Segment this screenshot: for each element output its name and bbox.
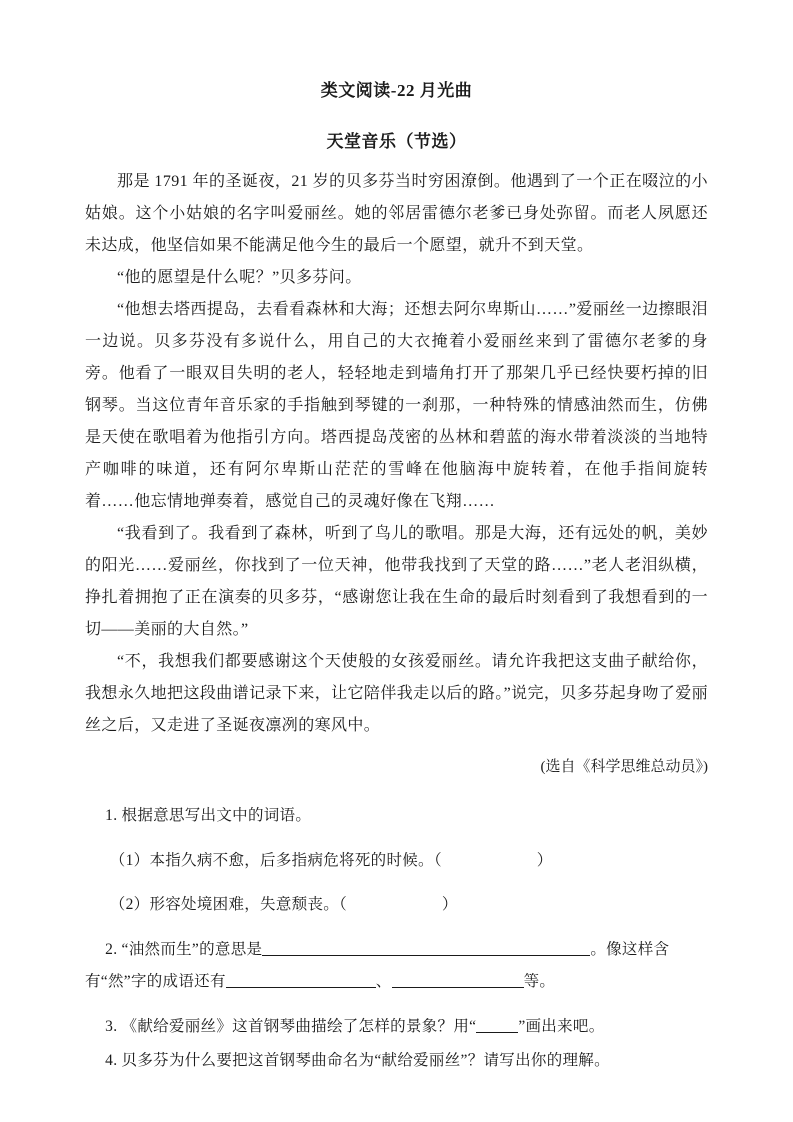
question-text: 、 — [375, 973, 392, 991]
question-text: 1. 根据意思写出文中的词语。 — [105, 807, 312, 824]
paragraph: “我看到了。我看到了森林，听到了鸟儿的歌唱。那是大海，还有远处的帆，美妙的阳光……爱丽丝，你找到了一位天神，他带我找到了天堂的路……”老人老泪纵横，挣扎着拥抱了正在演奏的贝多芬，“感谢您让我在生命的最后时刻看到了我想看到的一切——美丽的大自然。” — [85, 525, 708, 638]
question-text: 2. “油然而生”的意思是 — [105, 940, 263, 958]
paragraph: “不，我想我们都要感谢这个天使般的女孩爱丽丝。请允许我把这支曲子献给你，我想永久地把这段曲谱记录下来，让它陪伴我走以后的路。”说完，贝多芬起身吻了爱丽丝之后，又走进了圣诞夜凛冽的寒风中。 — [85, 653, 708, 734]
question-list — [85, 800, 708, 1078]
page-title: 类文阅读-22 月光曲 — [320, 81, 473, 100]
answer-blank — [226, 972, 376, 989]
question-2 — [85, 934, 708, 999]
question-1-item-1 — [85, 845, 708, 878]
answer-blank — [476, 1016, 518, 1033]
question-text: 3. 《献给爱丽丝》这首钢琴曲描绘了怎样的景象？用“ — [105, 1017, 477, 1035]
article-subtitle: 天堂音乐（节选） — [326, 132, 467, 151]
question-1 — [85, 800, 708, 833]
source-attribution: (选自《科学思维总动员》) — [540, 759, 708, 775]
question-text: 4. 贝多芬为什么要把这首钢琴曲命名为“献给爱丽丝”？请写出你的理解。 — [105, 1052, 610, 1070]
paragraph: 那是 1791 年的圣诞夜，21 岁的贝多芬当时穷困潦倒。他遇到了一个正在啜泣的小姑娘。这个小姑娘的名字叫爱丽丝。她的邻居雷德尔老爹已身处弥留。而老人夙愿还未达成，他坚信如果不能满足他今生的最后一个愿望，就升不到天堂。 — [85, 173, 708, 254]
question-text: ”画出来吧。 — [518, 1017, 605, 1035]
article-body — [85, 166, 708, 742]
question-text: （1）本指久病不愈，后多指病危将死的时候。（ ） — [109, 851, 553, 869]
question-4 — [85, 1045, 708, 1078]
answer-blank — [392, 972, 524, 989]
question-1-item-2 — [85, 889, 708, 922]
question-3 — [85, 1011, 708, 1044]
question-text: 等。 — [523, 973, 556, 991]
question-text: （2）形容处境困难，失意颓丧。（ ） — [109, 896, 458, 914]
answer-blank — [262, 939, 590, 956]
paragraph: “他的愿望是什么呢？”贝多芬问。 — [117, 269, 362, 286]
paragraph: “他想去塔西提岛，去看看森林和大海；还想去阿尔卑斯山……”爱丽丝一边擦眼泪一边说。贝多芬没有多说什么，用自己的大衣掩着小爱丽丝来到了雷德尔老爹的身旁。他看了一眼双目失明的老人，轻轻地走到墙角打开了那架几乎已经快要朽掉的旧钢琴。当这位青年音乐家的手指触到琴键的一刹那，一种特殊的情感油然而生，仿佛是天使在歌唱着为他指引方向。塔西提岛茂密的丛林和碧蓝的海水带着淡淡的当地特产咖啡的味道，还有阿尔卑斯山茫茫的雪峰在他脑海中旋转着，在他手指间旋转着……他忘情地弹奏着，感觉自己的灵魂好像在飞翔…… — [85, 301, 708, 510]
question-text: 。像这样含有“然”字的成语还有 — [85, 940, 670, 991]
